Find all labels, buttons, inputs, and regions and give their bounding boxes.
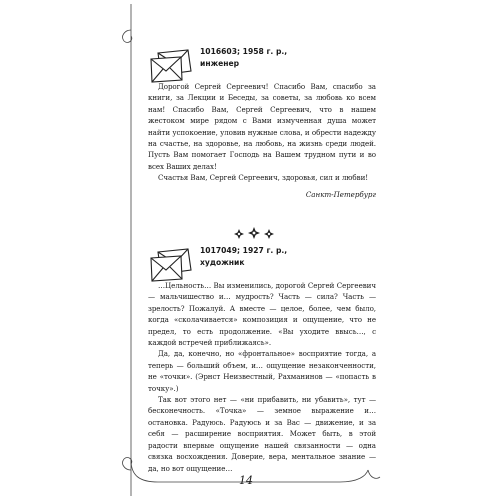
envelope-icon	[148, 49, 194, 83]
letter-paragraph: Так вот этого нет — «ни прибавить, ни убавить», тут — бесконечность. «Точка» — земное выражение и… остановка. Радуюсь. Радуюсь и за Вас — движение, и за себя — расширение восприятия. Может быть, в этой радости впервые ощущение нашей связанности — одна связка восхождения. Доверие, вера, ментальное знание — да, но вот ощущение…	[148, 395, 376, 473]
letter-signature: Санкт-Петербург	[305, 189, 376, 199]
letter-profession: инженер	[200, 59, 240, 68]
letter-body	[148, 81, 376, 184]
letter-body	[148, 280, 376, 474]
letter-header	[148, 47, 376, 81]
letter-1017049	[148, 246, 376, 474]
letter-id-line: 1017049; 1927 г. р.,	[200, 246, 288, 255]
letter-profession: художник	[200, 258, 245, 267]
page-number: 14	[239, 474, 253, 487]
letter-paragraph: Да, да, конечно, но «фронтальное» восприятие тогда, а теперь — больший объем, и… ощущение незаконченности, не «точки». (Эрнст Неизвестный, Рахманинов — «попасть в точку».)	[148, 349, 376, 393]
letter-id-line: 1016603; 1958 г. р.,	[200, 47, 288, 56]
letter-1016603	[148, 47, 376, 199]
triple-star-ornament-icon	[233, 226, 275, 242]
letter-header	[148, 246, 376, 280]
letter-paragraph: Счастья Вам, Сергей Сергеевич, здоровья, сил и любви!	[158, 173, 369, 183]
letter-paragraph: …Цельность… Вы изменились, дорогой Сергей Сергеевич — мальчишество и… мудрость? Часть — сила? Часть — зрелость? Пожалуй. А вместе — целое, более, чем было, когда «сколачивается» композиция и ощущение, что не предел, то есть продолжение. «Вы уходите ввысь…, с каждой встречей приближаясь».	[148, 281, 376, 348]
letter-paragraph: Дорогой Сергей Сергеевич! Спасибо Вам, спасибо за книги, за Лекции и Беседы, за советы, за любовь ко всем нам! Спасибо Вам, Сергей Сергеевич, что в нашем жестоком мире рядом с Вами измученная душа может найти успокоение, уловив нужные слова, и обрести надежду на счастье, на здоровье, на любовь, на жизнь среди людей. Пусть Вам помогает Господь на Вашем трудном пути и во всех Ваших делах!	[148, 82, 376, 171]
envelope-icon	[148, 248, 194, 282]
